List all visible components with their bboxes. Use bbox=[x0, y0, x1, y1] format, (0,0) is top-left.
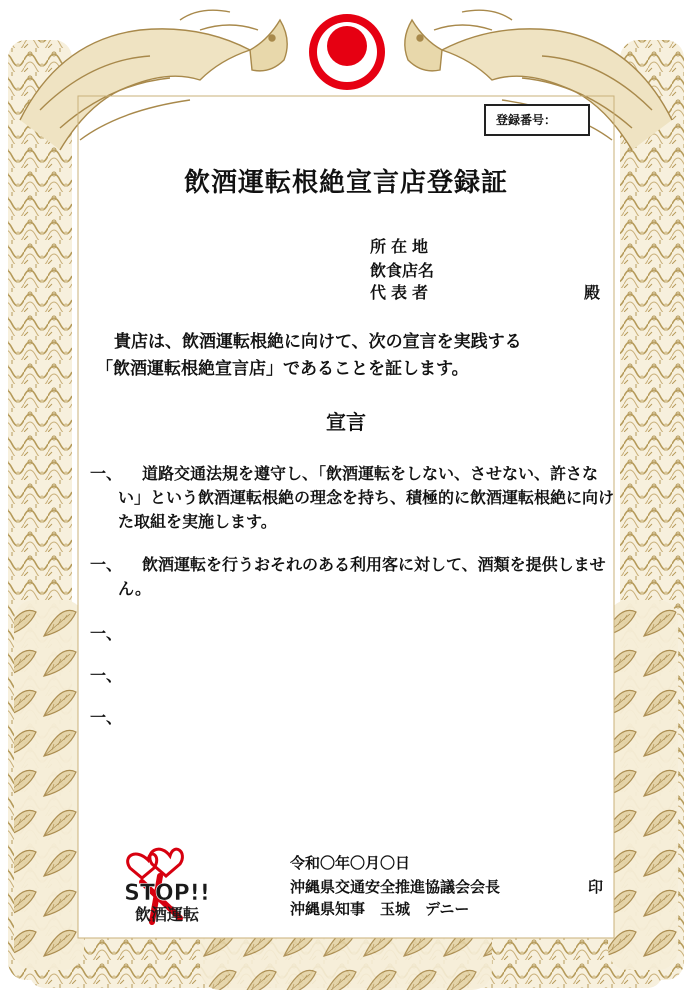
stop-text: STOP!! bbox=[124, 881, 210, 906]
declaration-item-text: 道路交通法規を遵守し、「飲酒運転をしない、させない、許さない」という飲酒運転根絶の理念を持ち、積極的に飲酒運転根絶に向けた取組を実施します。 bbox=[118, 464, 615, 531]
item-mark: 一、 bbox=[90, 624, 123, 643]
governor-name: 沖縄県知事 玉城 デニー bbox=[290, 900, 470, 918]
drunk-driving-text: 飲酒運転 bbox=[134, 905, 200, 924]
okinawa-emblem-icon bbox=[307, 12, 387, 92]
shop-name-label: 飲食店名 bbox=[370, 261, 435, 280]
issue-date: 令和〇年〇月〇日 bbox=[290, 854, 411, 872]
item-mark: 一、 bbox=[90, 666, 123, 685]
location-label: 所在地 bbox=[370, 237, 434, 256]
honorific: 殿 bbox=[584, 283, 601, 302]
registration-number-box bbox=[484, 104, 590, 136]
declaration-item bbox=[90, 553, 620, 601]
declaration-item-text: 飲酒運転を行うおそれのある利用客に対して、酒類を提供しません。 bbox=[118, 555, 606, 598]
council-chair: 沖縄県交通安全推進協議会会長 bbox=[290, 878, 501, 896]
registration-number-label: 登録番号： bbox=[496, 113, 557, 127]
representative-label: 代表者 bbox=[370, 283, 434, 302]
stop-drunk-driving-logo bbox=[108, 830, 226, 926]
document-title: 飲酒運転根絶宣言店登録証 bbox=[183, 168, 508, 198]
declaration-heading: 宣言 bbox=[326, 410, 366, 434]
hearts-icon bbox=[128, 849, 183, 878]
item-mark: 一、 bbox=[90, 464, 123, 483]
item-mark: 一、 bbox=[90, 708, 123, 727]
intro-line-1: 貴店は、飲酒運転根絶に向けて、次の宣言を実践する bbox=[114, 332, 522, 352]
seal-mark: 印 bbox=[588, 878, 604, 896]
declaration-item bbox=[90, 462, 620, 534]
intro-line-2: 「飲酒運転根絶宣言店」であることを証します。 bbox=[96, 359, 469, 379]
item-mark: 一、 bbox=[90, 555, 123, 574]
